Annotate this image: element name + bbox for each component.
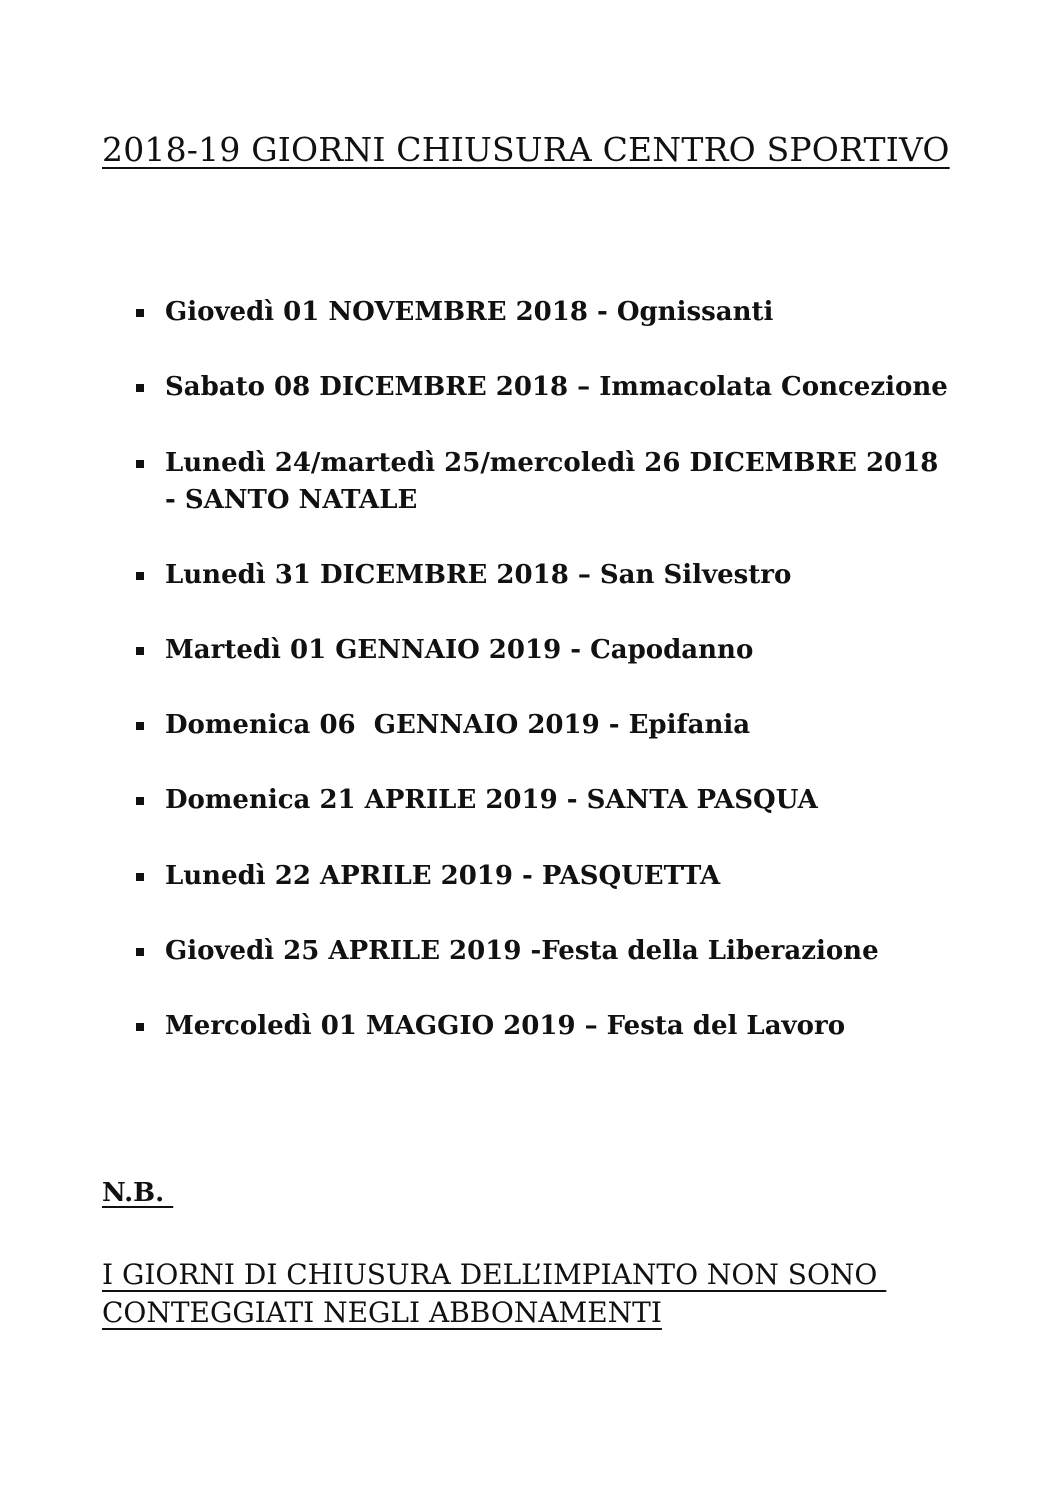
square-bullet-icon — [136, 309, 144, 317]
square-bullet-icon — [136, 797, 144, 805]
closure-text: Lunedì 22 APRILE 2019 - PASQUETTA — [165, 861, 721, 891]
square-bullet-icon — [136, 1023, 144, 1031]
closure-text: Domenica 21 APRILE 2019 - SANTA PASQUA — [165, 785, 818, 815]
square-bullet-icon — [136, 460, 144, 468]
closure-item — [136, 1008, 966, 1045]
closure-item — [136, 858, 966, 895]
closure-text: Lunedì 24/martedì 25/mercoledì 26 DICEMBRE 2018 — [165, 448, 939, 478]
square-bullet-icon — [136, 572, 144, 580]
square-bullet-icon — [136, 647, 144, 655]
closure-item — [136, 707, 966, 744]
closure-item — [136, 445, 966, 519]
closure-item — [136, 369, 966, 406]
closure-text: Lunedì 31 DICEMBRE 2018 – San Silvestro — [165, 560, 792, 590]
closure-item — [136, 782, 966, 819]
notice-line: CONTEGGIATI NEGLI ABBONAMENTI — [102, 1296, 662, 1329]
closure-item — [136, 557, 966, 594]
closure-text: Mercoledì 01 MAGGIO 2019 – Festa del Lavoro — [165, 1011, 846, 1041]
square-bullet-icon — [136, 722, 144, 730]
square-bullet-icon — [136, 873, 144, 881]
closure-item — [136, 294, 966, 331]
square-bullet-icon — [136, 384, 144, 392]
closure-text: Giovedì 01 NOVEMBRE 2018 - Ognissanti — [165, 297, 774, 327]
square-bullet-icon — [136, 948, 144, 956]
closure-text-continuation: - SANTO NATALE — [165, 485, 418, 515]
closure-text: Martedì 01 GENNAIO 2019 - Capodanno — [165, 635, 754, 665]
page-title: 2018-19 GIORNI CHIUSURA CENTRO SPORTIVO — [102, 130, 950, 169]
closure-item — [136, 933, 966, 970]
nb-label: N.B. — [102, 1178, 174, 1208]
closure-item — [136, 632, 966, 669]
closure-text: Sabato 08 DICEMBRE 2018 – Immacolata Concezione — [165, 372, 948, 402]
closure-text: Giovedì 25 APRILE 2019 -Festa della Liberazione — [165, 936, 879, 966]
notice-line: I GIORNI DI CHIUSURA DELL’IMPIANTO NON SONO — [102, 1258, 887, 1291]
notice-text — [102, 1256, 1002, 1332]
closure-text: Domenica 06 GENNAIO 2019 - Epifania — [165, 710, 751, 740]
